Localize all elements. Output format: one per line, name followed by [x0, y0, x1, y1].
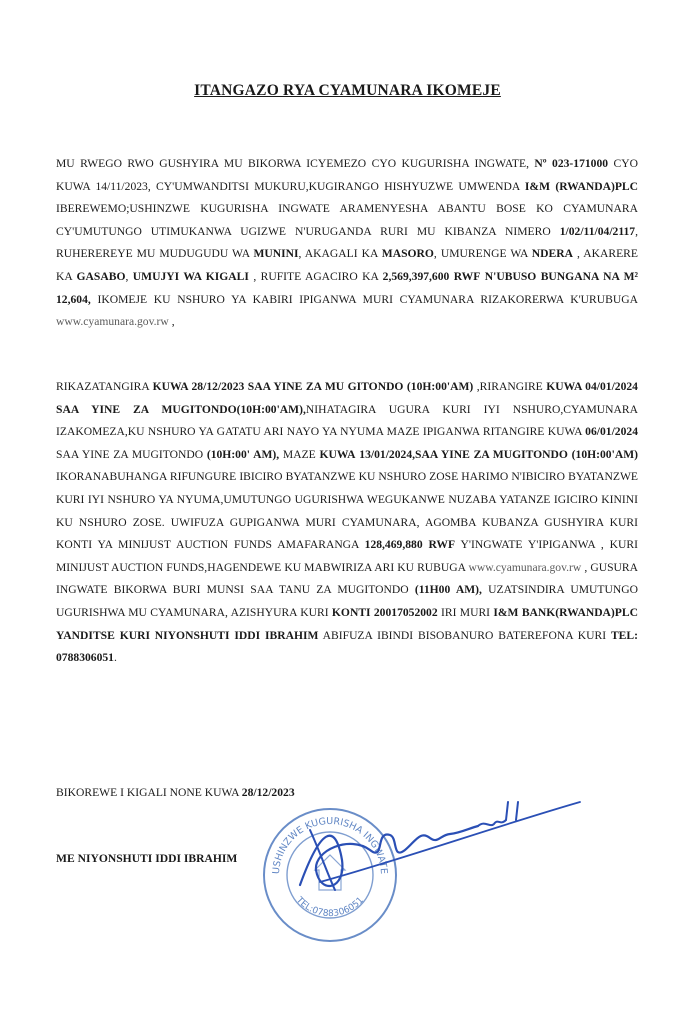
account-holder: I&M BANK(RWANDA)PLC YANDITSE KURI NIYONSHUTI IDDI IBRAHIM	[56, 605, 638, 642]
text-segment: MAZE	[279, 447, 320, 461]
third-round-start-date: 06/01/2024	[585, 425, 638, 439]
auction-start: KUWA 28/12/2023 SAA YINE ZA MU GITONDO (10H:00'AM)	[152, 380, 474, 393]
paragraph-auction-details	[56, 376, 638, 670]
text-segment: , UMURENGE WA	[433, 247, 532, 261]
property-value: 2,569,397,600 RWF	[382, 269, 481, 283]
website-link[interactable]: www.cyamunara.gov.rw	[56, 315, 169, 329]
paragraph-announcement	[56, 153, 638, 334]
text-segment: NIHATAGIRA UGURA KURI IYI NSHURO,CYAMUNARA IZAKOMEZA,KU NSHURO YA GATATU ARI NAYO YA NYUMA MAZE IPIGANWA RITANGIRE KUWA	[56, 402, 638, 439]
text-segment: IBEREWEMO;USHINZWE KUGURISHA INGWATE ARAMENYESHA ABANTU BOSE KO CYAMUNARA CY'UMUTUNGO UTIMUKANWA UGIZWE N'URUGANDA RURI MU KIBANZA NIMERO	[56, 202, 638, 238]
visit-time: (11H00 AM),	[414, 583, 482, 597]
stamp-bottom-text: TEL:0788306051	[294, 895, 366, 920]
text-segment: ABIFUZA IBINDI BISOBANURO BATEREFONA KURI	[318, 628, 611, 642]
text-segment: ,	[168, 315, 175, 329]
stamp-top-text: USHINZWE KUGURISHA INGWATE	[270, 815, 390, 875]
place-text: BIKOREWE I KIGALI NONE KUWA	[56, 786, 242, 799]
auction-end: KUWA 04/01/2024 SAA YINE ZA MUGITONDO(10H:00'AM),	[56, 380, 638, 416]
phone-number: TEL: 0788306051	[56, 628, 638, 665]
text-segment: IKOMEJE KU NSHURO YA KABIRI IPIGANWA MURI CYAMUNARA RIZAKORERWA K'URUBUGA	[90, 292, 638, 306]
text-segment: IKORANABUHANGA RIFUNGURE IBICIRO BYATANZWE KU NSHURO ZOSE HARIMO N'IBICIRO BYATANZWE KURI IYI NSHURO YA NYUMA,UMUTUNGO UGURISHWA WEGUKANWE NUZABA YATANZE IGICIRO KININI KU NSHURO ZOSE. UWIFUZA GUPIGANWA MURI CYAMUNARA, AGOMBA KUBANZA GUSHYIRA KURI KONTI YA MINIJUST AUCTION FUNDS AMAFARANGA	[56, 470, 638, 552]
city-name: UMUJYI WA KIGALI	[132, 269, 249, 283]
text-segment: MU RWEGO RWO GUSHYIRA MU BIKORWA ICYEMEZO CYO KUGURISHA INGWATE,	[56, 157, 535, 170]
signoff-date: 28/12/2023	[241, 786, 295, 799]
cell-name: MASORO	[381, 247, 434, 261]
text-segment: ,RIRANGIRE	[473, 380, 547, 393]
place-date-line	[56, 786, 295, 799]
text-segment: UZATSINDIRA UMUTUNGO UGURISHWA MU CYAMUNARA, AZISHYURA KURI	[56, 583, 638, 619]
text-segment: , RUHEREREYE MU MUDUGUDU WA	[56, 224, 638, 261]
reference-number: Nº 023-171000	[534, 157, 609, 170]
text-segment: CYO KUWA 14/11/2023, CY'UMWANDITSI MUKURU,KUGIRANGO HISHYUZWE UMWENDA	[56, 157, 638, 193]
third-round-start-time: (10H:00' AM),	[206, 447, 280, 461]
area-value: 12,604,	[56, 292, 91, 306]
text-segment: SAA YINE ZA MUGITONDO	[56, 447, 207, 461]
text-segment: , RUFITE AGACIRO KA	[248, 269, 383, 283]
text-segment: Y'INGWATE Y'IPIGANWA , KURI MINIJUST AUCTION FUNDS,HAGENDEWE KU MABWIRIZA ARI KU RUBUGA	[56, 538, 638, 574]
text-segment: IRI MURI	[437, 605, 494, 619]
text-segment: , AKARERE KA	[56, 247, 638, 283]
handwritten-signature	[280, 790, 590, 900]
district-name: GASABO	[76, 269, 126, 283]
deposit-amount: 128,469,880 RWF	[364, 538, 456, 552]
text-segment: .	[113, 651, 117, 665]
plot-number: 1/02/11/04/2117	[559, 224, 636, 238]
village-name: MUNINI	[253, 247, 299, 261]
text-segment: RIKAZATANGIRA	[56, 380, 153, 393]
sector-name: NDERA	[531, 247, 573, 261]
text-segment: ,	[125, 269, 133, 283]
signer-name: ME NIYONSHUTI IDDI IBRAHIM	[56, 852, 238, 865]
document-title: ITANGAZO RYA CYAMUNARA IKOMEJE	[194, 82, 501, 99]
kuwa-word: KUWA	[319, 447, 356, 461]
account-number: KONTI 20017052002	[331, 605, 438, 619]
bank-name: I&M (RWANDA)PLC	[524, 179, 639, 193]
third-round-end: 13/01/2024,SAA YINE ZA MUGITONDO (10H:00'AM)	[359, 447, 638, 461]
website-link[interactable]: www.cyamunara.gov.rw	[468, 560, 582, 574]
text-segment: , GUSURA INGWATE BIKORWA BURI MUNSI SAA TANU ZA MUGITONDO	[56, 560, 639, 597]
text-segment: , AKAGALI KA	[298, 247, 382, 261]
area-label: N'UBUSO BUNGANA NA M²	[484, 269, 638, 283]
